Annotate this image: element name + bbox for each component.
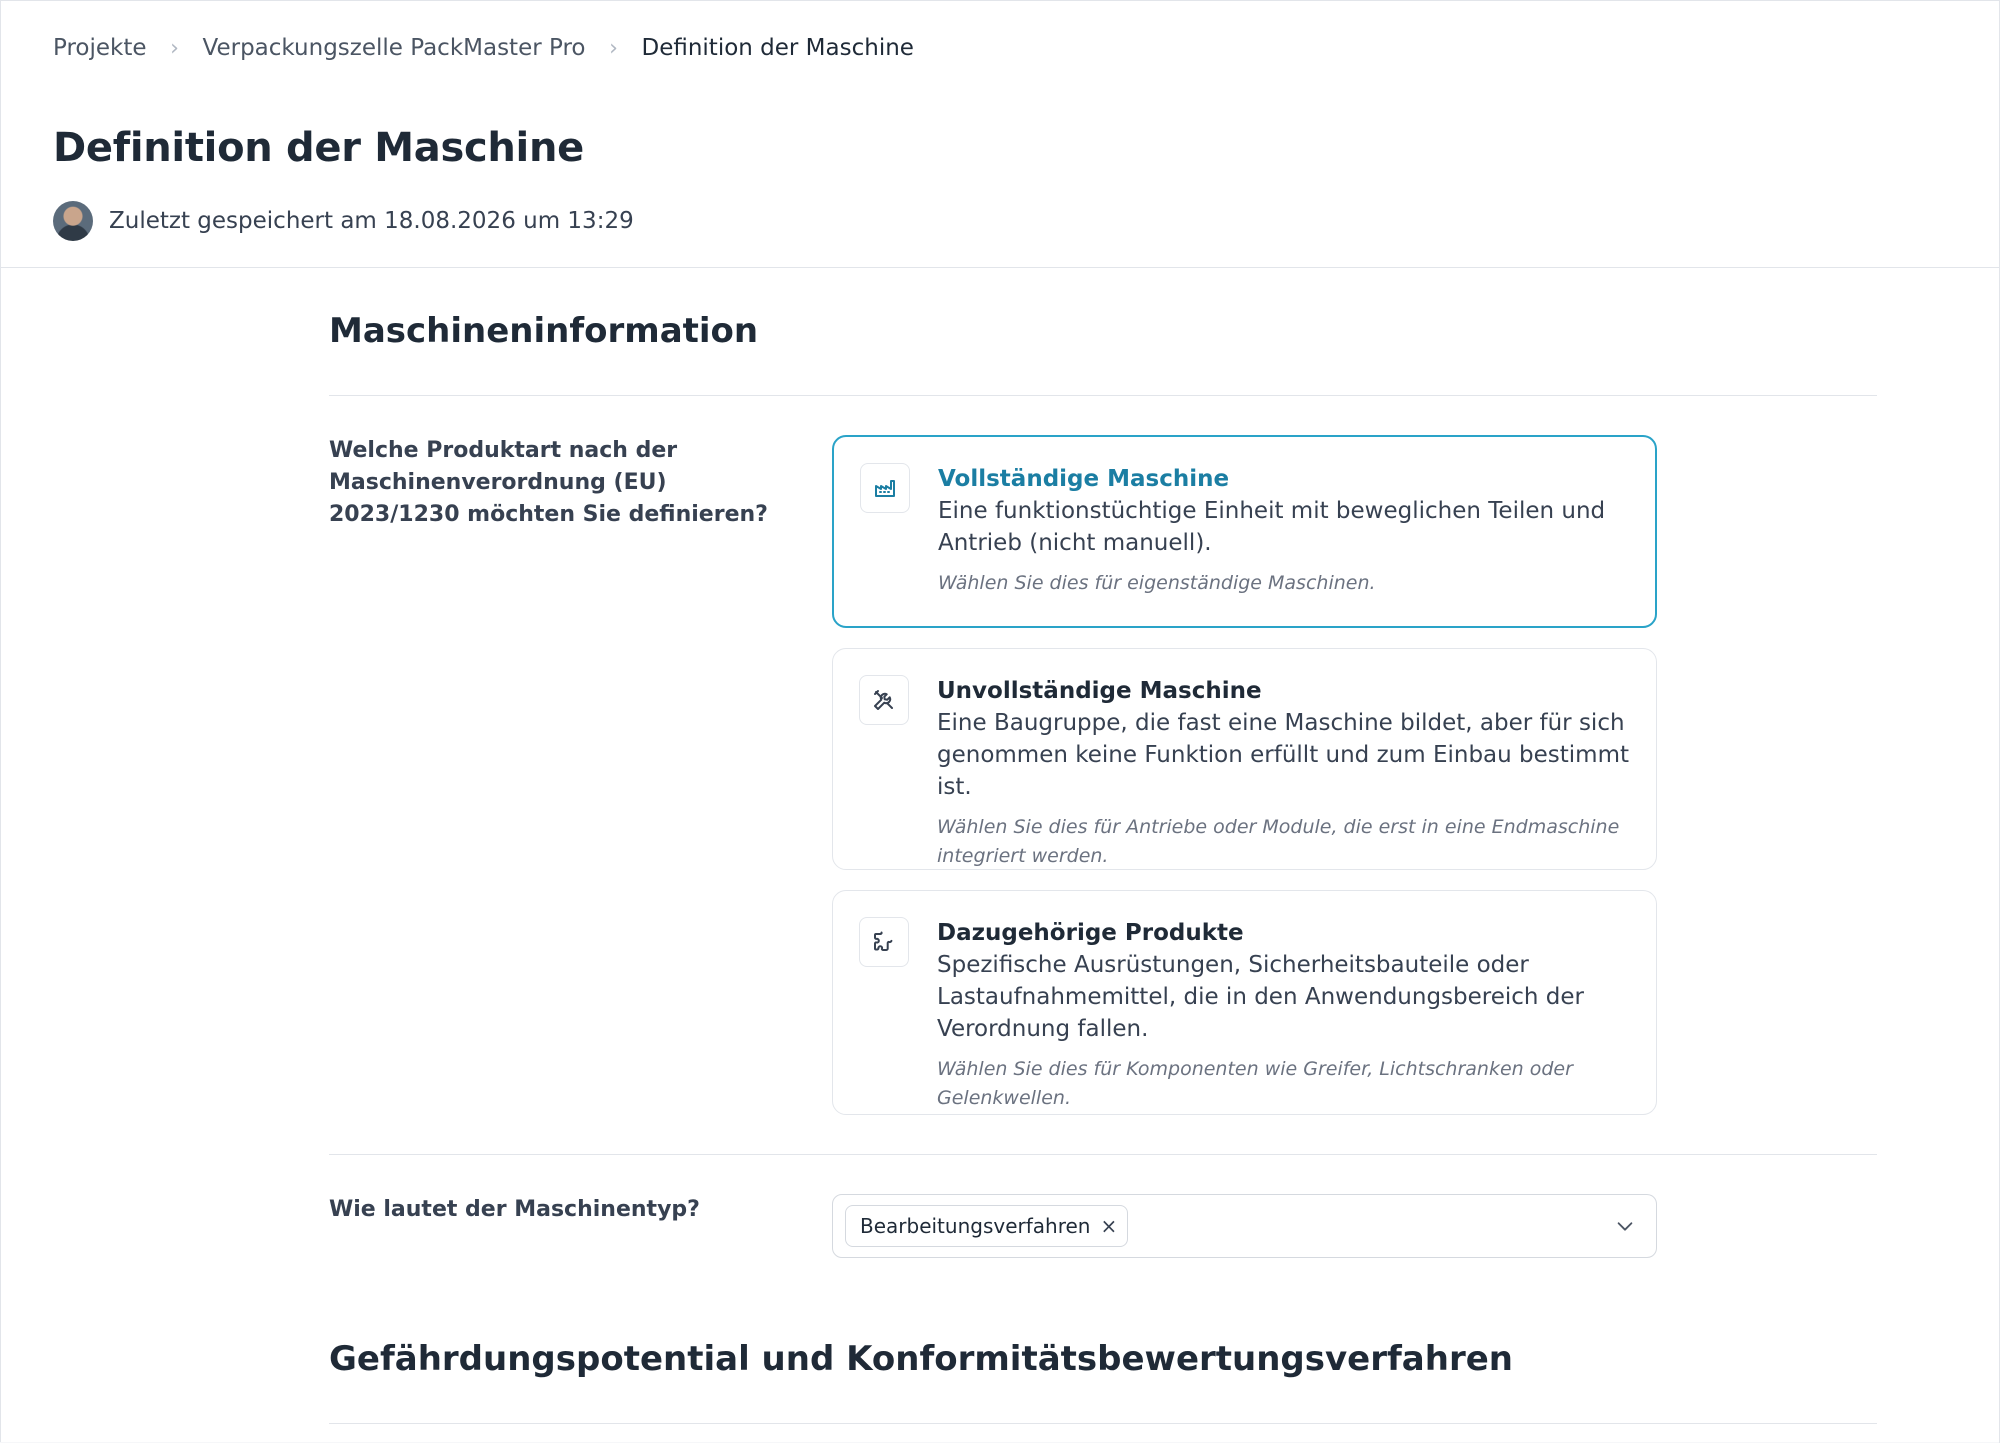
option-title: Unvollständige Maschine: [937, 678, 1262, 704]
machine-type-select[interactable]: [832, 1194, 1657, 1258]
avatar[interactable]: [53, 201, 93, 241]
breadcrumb-projects-link[interactable]: Projekte: [53, 35, 147, 61]
section-divider: [329, 395, 1877, 396]
last-saved-text: Zuletzt gespeichert am 18.08.2026 um 13:29: [109, 208, 634, 234]
breadcrumb: [53, 35, 914, 61]
option-card-complete-machine[interactable]: [832, 435, 1657, 628]
puzzle-icon: [859, 917, 909, 967]
breadcrumb-project-link[interactable]: Verpackungszelle PackMaster Pro: [202, 35, 586, 61]
option-description: Eine Baugruppe, die fast eine Maschine bildet, aber für sich genommen keine Funktion erfüllt und zum Einbau bestimmt ist.: [937, 710, 1630, 800]
factory-icon: [860, 463, 910, 513]
section-title-hazard: Gefährdungspotential und Konformitätsbewertungsverfahren: [329, 1339, 1513, 1379]
option-description: Spezifische Ausrüstungen, Sicherheitsbauteile oder Lastaufnahmemittel, die in den Anwendungsbereich der Verordnung fallen.: [937, 952, 1585, 1042]
tag-remove-icon[interactable]: ×: [1100, 1214, 1118, 1238]
option-body: [938, 463, 1631, 598]
question-product-type: Welche Produktart nach der Maschinenverordnung (EU) 2023/1230 möchten Sie definieren?: [329, 438, 768, 527]
section-divider: [329, 1423, 1877, 1424]
option-body: [937, 917, 1632, 1113]
option-hint: Wählen Sie dies für Antriebe oder Module, die erst in eine Endmaschine integriert werden.: [937, 816, 1620, 867]
option-title: Dazugehörige Produkte: [937, 920, 1244, 946]
tag-label: Bearbeitungsverfahren: [860, 1214, 1091, 1238]
option-title: Vollständige Maschine: [938, 466, 1230, 492]
option-card-partly-completed-machine[interactable]: [832, 648, 1657, 870]
selected-tag: [845, 1205, 1128, 1247]
option-description: Eine funktionstüchtige Einheit mit beweglichen Teilen und Antrieb (nicht manuell).: [938, 498, 1606, 556]
section-title-machine-info: Maschineninformation: [329, 311, 759, 351]
chevron-down-icon[interactable]: [1612, 1213, 1638, 1239]
page-header: [1, 1, 2000, 268]
question-machine-type: Wie lautet der Maschinentyp?: [329, 1197, 700, 1222]
option-card-related-products[interactable]: [832, 890, 1657, 1115]
save-info: [53, 201, 634, 241]
chevron-right-icon: ›: [609, 35, 618, 61]
option-hint: Wählen Sie dies für Komponenten wie Greifer, Lichtschranken oder Gelenkwellen.: [937, 1058, 1573, 1109]
page-title: Definition der Maschine: [53, 125, 584, 171]
option-body: [937, 675, 1632, 871]
tools-icon: [859, 675, 909, 725]
breadcrumb-current: Definition der Maschine: [641, 35, 914, 61]
chevron-right-icon: ›: [170, 35, 179, 61]
question-divider: [329, 1154, 1877, 1155]
option-hint: Wählen Sie dies für eigenständige Maschinen.: [938, 572, 1376, 594]
